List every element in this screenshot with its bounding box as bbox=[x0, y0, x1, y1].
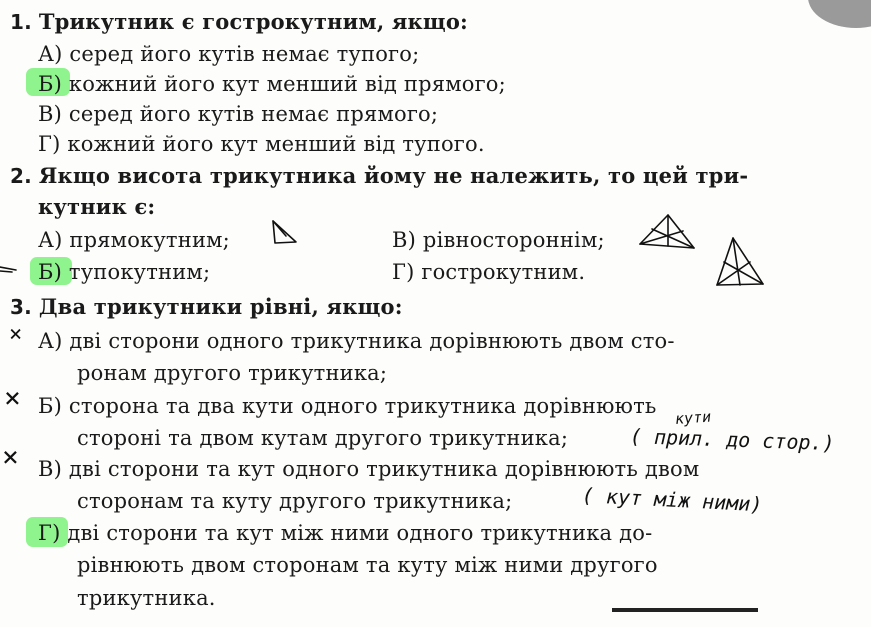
q2-option-g-text: гострокутним. bbox=[421, 260, 586, 284]
q3-option-b-line2: стороні та двом кутам другого трикутника; bbox=[77, 426, 569, 450]
q1-text: Трикутник є гострокутним, якщо: bbox=[38, 9, 468, 34]
handwritten-note-v: ( кут між ними) bbox=[581, 483, 764, 517]
q1-option-v-label: В) bbox=[38, 102, 63, 126]
cross-mark-a: × bbox=[9, 322, 23, 347]
handwritten-note-kuty: кути bbox=[674, 407, 712, 428]
acute-triangle-sketch bbox=[717, 238, 763, 285]
bottom-rule bbox=[612, 608, 758, 612]
equilateral-triangle-sketch bbox=[640, 215, 694, 248]
q2-option-v-label: В) bbox=[392, 228, 417, 252]
q1-option-g bbox=[38, 131, 485, 157]
q3-option-g-line1 bbox=[38, 520, 652, 546]
q3-option-g-line3: трикутника. bbox=[77, 586, 216, 610]
q2-option-b-text: тупокутним; bbox=[68, 260, 211, 284]
q1-option-g-text: кожний його кут менший від тупого. bbox=[67, 132, 485, 156]
q2-option-b bbox=[38, 259, 210, 285]
left-edge-arrow-mark bbox=[0, 267, 16, 272]
q1-option-v bbox=[38, 101, 438, 127]
q2-text-line1: Якщо висота трикутника йому не належить, то цей три- bbox=[38, 163, 749, 188]
q2-option-g bbox=[392, 259, 585, 285]
q3-option-g-text1: дві сторони та кут між ними одного трикутника до- bbox=[67, 521, 653, 545]
q2-number: 2. bbox=[10, 164, 32, 188]
q3-option-a-line2: ронам другого трикутника; bbox=[77, 361, 388, 385]
q3-question bbox=[10, 294, 403, 320]
q1-option-a-text: серед його кутів немає тупого; bbox=[69, 42, 420, 66]
q1-option-a-label: А) bbox=[38, 42, 63, 66]
q2-option-a-label: А) bbox=[38, 228, 63, 252]
q2-option-a bbox=[38, 227, 230, 253]
corner-circle bbox=[808, 0, 871, 28]
cross-mark-b: × bbox=[4, 381, 21, 414]
obtuse-triangle-sketch-small bbox=[273, 221, 296, 243]
q1-option-b-text: кожний його кут менший від прямого; bbox=[68, 72, 506, 96]
q1-option-a bbox=[38, 41, 419, 67]
q1-option-b-label: Б) bbox=[38, 72, 63, 96]
q3-option-v-label: В) bbox=[38, 457, 63, 481]
q3-option-v-line2: сторонам та куту другого трикутника; bbox=[77, 489, 513, 513]
cross-mark-v: × bbox=[2, 440, 19, 473]
q2-option-b-label: Б) bbox=[38, 260, 63, 284]
q3-option-b-line1 bbox=[38, 393, 657, 419]
q1-option-b bbox=[38, 71, 506, 97]
q1-number: 1. bbox=[10, 10, 32, 34]
q3-text: Два трикутники рівні, якщо: bbox=[38, 294, 403, 319]
q3-option-b-label: Б) bbox=[38, 394, 63, 418]
q3-number: 3. bbox=[10, 295, 32, 319]
q2-option-v-text: рівностороннім; bbox=[422, 228, 605, 252]
q1-option-g-label: Г) bbox=[38, 132, 61, 156]
q3-option-g-label: Г) bbox=[38, 521, 61, 545]
q3-option-a-line1 bbox=[38, 328, 675, 354]
q3-option-g-line2: рівнюють двом сторонам та куту між ними другого bbox=[77, 553, 658, 577]
q1-option-v-text: серед його кутів немає прямого; bbox=[68, 102, 439, 126]
q2-text-line2: кутник є: bbox=[38, 194, 156, 219]
q3-option-b-text1: сторона та два кути одного трикутника дорівнюють bbox=[68, 394, 657, 418]
q1-question bbox=[10, 9, 468, 35]
handwritten-note-b: ( прил. до стор.) bbox=[629, 424, 835, 456]
q2-option-g-label: Г) bbox=[392, 260, 415, 284]
q3-option-a-label: А) bbox=[38, 329, 63, 353]
q3-option-v-line1 bbox=[38, 456, 699, 482]
q3-option-v-text1: дві сторони та кут одного трикутника дорівнюють двом bbox=[68, 457, 700, 481]
q2-question-line1 bbox=[10, 163, 748, 189]
q3-option-a-text1: дві сторони одного трикутника дорівнюють двом сто- bbox=[69, 329, 675, 353]
q2-option-a-text: прямокутним; bbox=[69, 228, 230, 252]
q2-option-v bbox=[392, 227, 605, 253]
